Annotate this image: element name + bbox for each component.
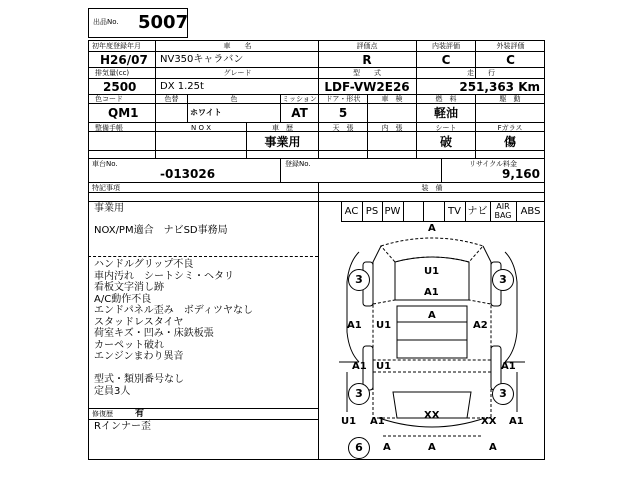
dmg-rear-xx-center: XX bbox=[424, 410, 440, 421]
notes-lower-line: A/C動作不良 bbox=[94, 293, 152, 305]
score-label: 評価点 bbox=[356, 42, 378, 50]
interior-label: 内装評価 bbox=[432, 42, 460, 50]
dmg-bottom-right-a: A bbox=[489, 442, 497, 453]
mileage-label: 走 行 bbox=[467, 69, 495, 77]
cc-label: 排気量(cc) bbox=[95, 69, 130, 77]
equip-navi: ナビ bbox=[467, 206, 488, 217]
equip-ps: PS bbox=[365, 206, 379, 217]
history: 事業用 bbox=[264, 135, 301, 149]
dmg-left-lower-a: A1 bbox=[352, 361, 367, 372]
equip-ac: AC bbox=[344, 206, 359, 217]
dmg-left-front-circle: 3 bbox=[348, 269, 370, 291]
dmg-rear-right-a: A1 bbox=[509, 416, 524, 427]
type: LDF-VW2E26 bbox=[324, 80, 410, 94]
doors-label: ドア・形状 bbox=[325, 95, 361, 103]
equip-empty-2 bbox=[423, 203, 444, 221]
fuel-label: 燃 料 bbox=[435, 95, 457, 103]
notes-lower-line: エンジンまわり異音 bbox=[94, 351, 184, 362]
upholstery-label: 内 張 bbox=[381, 124, 403, 132]
dmg-left-rear-circle: 3 bbox=[348, 383, 370, 405]
grade-label: グレード bbox=[223, 69, 252, 77]
mission: AT bbox=[291, 106, 308, 120]
exterior: C bbox=[506, 53, 515, 67]
equip-airbag: AIR BAG bbox=[494, 202, 512, 220]
dmg-rear-left-u: U1 bbox=[341, 416, 357, 427]
mission-label: ミッション bbox=[282, 95, 317, 103]
reg-year: H26/07 bbox=[100, 53, 148, 67]
recycle-label: リサイクル料金 bbox=[468, 160, 518, 168]
inspection-label: 車 検 bbox=[381, 95, 403, 103]
dmg-rear-left-a: A1 bbox=[370, 416, 385, 427]
dmg-rear-right-xx: XX bbox=[481, 416, 497, 427]
color: ホワイト bbox=[190, 108, 222, 117]
notes-lower-line: エンドパネル歪み ボディツヤなし bbox=[94, 305, 253, 316]
plate-label: 登録No. bbox=[285, 160, 311, 168]
repair-label: 修復歴 bbox=[92, 410, 113, 418]
notes-lower-line: 車内汚れ シートシミ・ヘタリ bbox=[94, 270, 234, 282]
interior: C bbox=[441, 53, 451, 67]
glass-label: Fガラス bbox=[497, 124, 523, 132]
doors: 5 bbox=[338, 106, 348, 120]
dmg-roof-front-a: A1 bbox=[424, 287, 439, 298]
dmg-bottom-circle: 6 bbox=[348, 437, 370, 459]
chassis-label: 車台No. bbox=[92, 160, 118, 168]
equip-label: 装 備 bbox=[421, 184, 443, 192]
model-label: 車 名 bbox=[223, 42, 252, 50]
nox-label: N O X bbox=[191, 124, 211, 132]
roof-label: 天 張 bbox=[332, 124, 354, 132]
notes-lower-line: 定員3人 bbox=[94, 385, 131, 397]
manual-label: 整備手帳 bbox=[95, 124, 123, 132]
dmg-right-rear-circle: 3 bbox=[492, 383, 514, 405]
score: R bbox=[362, 53, 372, 67]
dmg-hood-u: U1 bbox=[424, 266, 440, 277]
dmg-right-lower-a: A1 bbox=[501, 361, 516, 372]
lot-number: 5007 bbox=[138, 12, 189, 33]
repaint-label: 色替 bbox=[164, 95, 179, 103]
notes-lower-line: カーペット破れ bbox=[94, 339, 164, 351]
equip-abs: ABS bbox=[520, 206, 541, 217]
lot-label: 出品No. bbox=[93, 18, 119, 26]
dmg-bottom-left-a: A bbox=[383, 442, 391, 453]
equip-pw: PW bbox=[384, 206, 401, 217]
cc: 2500 bbox=[103, 80, 137, 94]
reg-year-label: 初年度登録年月 bbox=[92, 42, 141, 50]
glass: 傷 bbox=[503, 135, 516, 149]
seat-label: シート bbox=[435, 124, 457, 132]
notes-lower-line: 型式・類別番号なし bbox=[94, 374, 184, 385]
chassis: -013026 bbox=[160, 167, 216, 181]
dmg-right-body-a: A2 bbox=[473, 320, 488, 331]
dmg-left-lower-u: U1 bbox=[376, 361, 392, 372]
notes-lower-line: ハンドルグリップ不良 bbox=[94, 259, 194, 270]
drive-label: 駆 動 bbox=[499, 95, 521, 103]
notes-lower-line: スタッドレスタイヤ bbox=[94, 316, 184, 328]
grade: DX 1.25t bbox=[160, 81, 204, 92]
equip-tv: TV bbox=[448, 206, 461, 217]
exterior-label: 外装評価 bbox=[496, 42, 525, 50]
color-code: QM1 bbox=[108, 106, 139, 120]
color-label: 色 bbox=[230, 95, 238, 103]
history-label: 車 歴 bbox=[272, 124, 293, 132]
type-label: 型 式 bbox=[353, 69, 381, 77]
dmg-center-a: A bbox=[428, 310, 436, 321]
dmg-left-body-u: U1 bbox=[376, 320, 392, 331]
seat: 破 bbox=[439, 135, 452, 149]
color-code-label: 色コード bbox=[95, 95, 123, 103]
mileage: 251,363 Km bbox=[459, 80, 540, 94]
dmg-bottom-center-a: A bbox=[428, 442, 436, 453]
model: NV350キャラバン bbox=[160, 54, 244, 65]
repair-note: Rインナー歪 bbox=[94, 421, 151, 432]
notes-upper-line: 事業用 bbox=[94, 203, 124, 214]
notes-lower-line: 荷室キズ・凹み・床鉄板張 bbox=[94, 328, 214, 339]
repair-value: 有 bbox=[135, 409, 145, 419]
dmg-front-top: A bbox=[428, 223, 436, 234]
dmg-left-body-a: A1 bbox=[347, 320, 362, 331]
recycle: 9,160 bbox=[502, 167, 540, 181]
equip-empty-1 bbox=[403, 203, 423, 221]
fuel: 軽油 bbox=[433, 106, 458, 120]
notes-upper-line: NOX/PM適合 ナビSD事務局 bbox=[94, 225, 228, 236]
notes-label: 特記事項 bbox=[92, 184, 120, 192]
notes-lower-line: 看板文字消し跡 bbox=[94, 282, 164, 293]
dmg-right-front-circle: 3 bbox=[492, 269, 514, 291]
